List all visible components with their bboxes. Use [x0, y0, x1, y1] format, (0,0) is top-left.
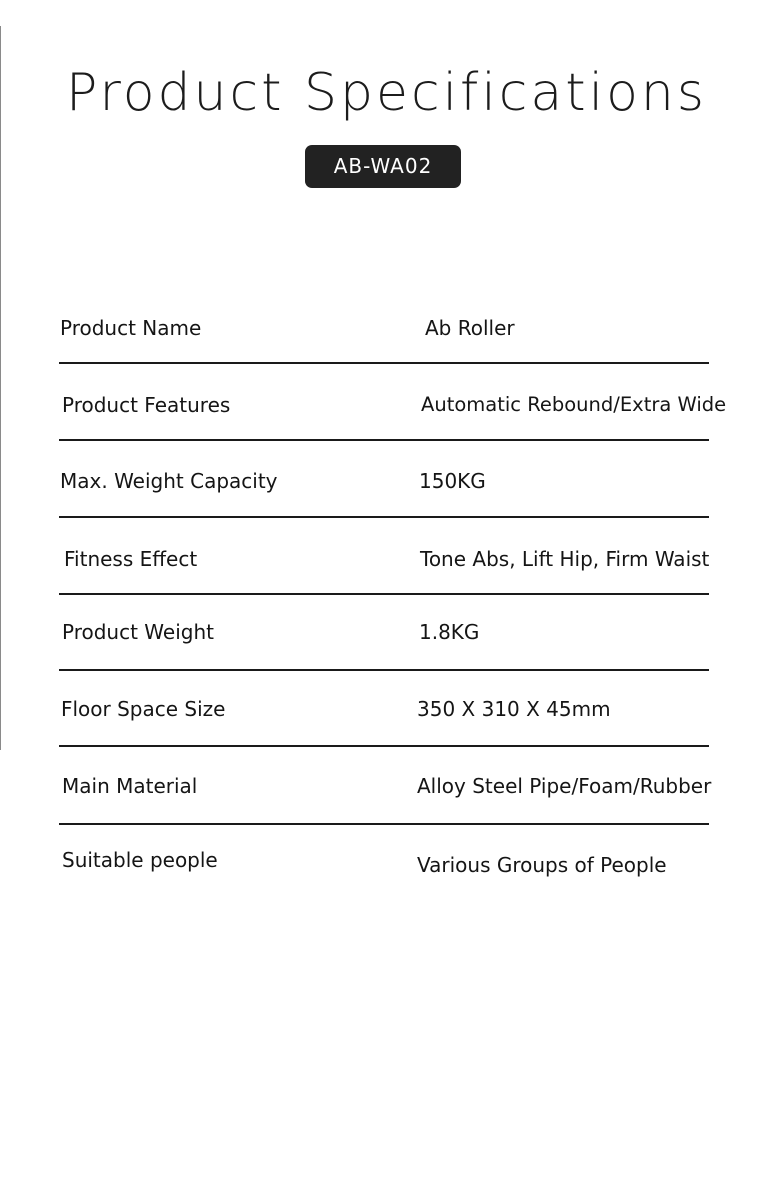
page-title: Product Specifications	[66, 63, 707, 123]
spec-row-fitness-effect	[0, 544, 773, 584]
spec-label: Max. Weight Capacity	[60, 469, 278, 493]
spec-value: Automatic Rebound/Extra Wide	[421, 393, 727, 416]
spec-value: Ab Roller	[425, 316, 515, 340]
row-divider	[59, 823, 709, 825]
spec-row-max-weight-capacity	[0, 466, 773, 506]
spec-row-product-name	[0, 313, 773, 353]
row-divider	[59, 516, 709, 518]
spec-label: Fitness Effect	[64, 547, 198, 571]
spec-row-floor-space-size	[0, 694, 773, 734]
spec-label: Main Material	[62, 774, 198, 798]
model-badge: AB-WA02	[305, 145, 461, 188]
spec-row-product-weight	[0, 617, 773, 657]
spec-label: Floor Space Size	[61, 697, 226, 721]
spec-label: Product Name	[60, 316, 202, 340]
spec-value: Various Groups of People	[417, 853, 667, 877]
spec-value: Alloy Steel Pipe/Foam/Rubber	[417, 774, 712, 798]
spec-label: Product Features	[62, 393, 231, 417]
spec-value: 350 X 310 X 45mm	[417, 697, 611, 721]
row-divider	[59, 745, 709, 747]
row-divider	[59, 439, 709, 441]
spec-value: Tone Abs, Lift Hip, Firm Waist	[420, 547, 710, 571]
spec-row-suitable-people	[0, 845, 773, 885]
row-divider	[59, 593, 709, 595]
spec-value: 150KG	[419, 469, 486, 493]
row-divider	[59, 362, 709, 364]
spec-row-main-material	[0, 771, 773, 811]
spec-row-product-features	[0, 390, 773, 430]
spec-value: 1.8KG	[419, 620, 480, 644]
spec-label: Product Weight	[62, 620, 214, 644]
spec-label: Suitable people	[62, 848, 218, 872]
row-divider	[59, 669, 709, 671]
